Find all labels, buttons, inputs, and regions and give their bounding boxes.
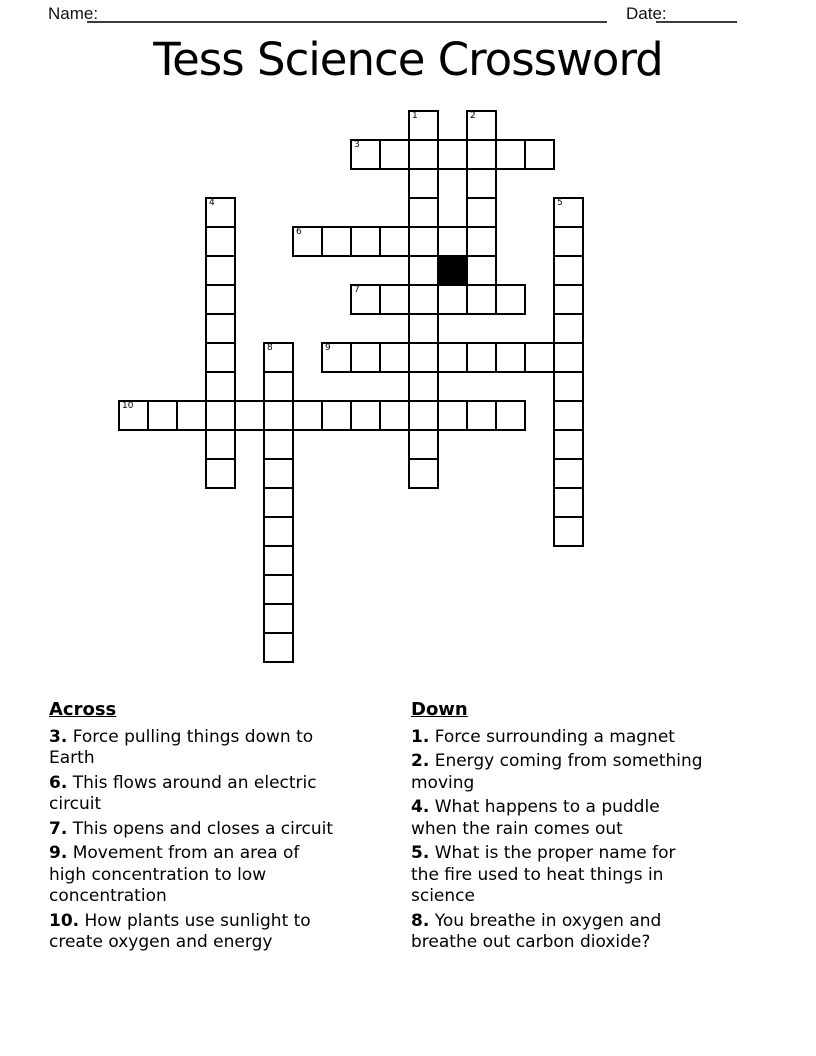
grid-cell[interactable] [408, 226, 439, 257]
grid-cell[interactable] [263, 545, 294, 576]
across-clues-list [49, 727, 405, 954]
grid-cell[interactable] [466, 197, 497, 228]
grid-cell[interactable] [408, 458, 439, 489]
grid-cell[interactable] [524, 139, 555, 170]
grid-cell[interactable] [466, 342, 497, 373]
grid-cell[interactable] [553, 284, 584, 315]
grid-cell[interactable] [234, 400, 265, 431]
grid-cell[interactable] [350, 139, 381, 170]
grid-cell[interactable] [350, 226, 381, 257]
clue-number: 5. [411, 843, 430, 863]
cell-number: 3 [354, 140, 360, 150]
down-clues-list [411, 727, 781, 954]
cell-number: 5 [557, 198, 563, 208]
grid-cell[interactable] [205, 429, 236, 460]
grid-cell[interactable] [553, 342, 584, 373]
clue-number: 3. [49, 726, 68, 747]
grid-cell[interactable] [495, 284, 526, 315]
grid-cell[interactable] [437, 400, 468, 431]
cell-number: 6 [296, 227, 302, 237]
grid-cell[interactable] [263, 632, 294, 663]
grid-cell[interactable] [321, 342, 352, 373]
grid-cell[interactable] [379, 342, 410, 373]
grid-cell[interactable] [205, 226, 236, 257]
grid-cell[interactable] [553, 516, 584, 547]
name-label: Name: [48, 4, 99, 23]
grid-cell[interactable] [118, 400, 149, 431]
grid-cell[interactable] [263, 342, 294, 373]
clue-number: 9. [49, 843, 68, 863]
grid-cell[interactable] [263, 603, 294, 634]
black-cell [437, 255, 468, 286]
grid-cell[interactable] [205, 197, 236, 228]
clue-number: 4. [411, 797, 430, 817]
grid-cell[interactable] [466, 284, 497, 315]
clue-number: 2. [411, 751, 430, 771]
grid-cell[interactable] [292, 400, 323, 431]
across-clues-column [49, 699, 405, 957]
clue-number: 7. [49, 818, 68, 839]
grid-cell[interactable] [466, 400, 497, 431]
cell-number: 7 [354, 285, 360, 295]
down-clues-column [411, 699, 781, 957]
grid-cell[interactable] [408, 429, 439, 460]
grid-cell[interactable] [379, 400, 410, 431]
grid-cell[interactable] [466, 255, 497, 286]
grid-cell[interactable] [205, 313, 236, 344]
grid-cell[interactable] [408, 371, 439, 402]
grid-cell[interactable] [466, 226, 497, 257]
grid-cell[interactable] [205, 284, 236, 315]
grid-cell[interactable] [553, 371, 584, 402]
grid-cell[interactable] [408, 284, 439, 315]
down-heading: Down [411, 699, 468, 720]
grid-cell[interactable] [408, 400, 439, 431]
clue-item: 8. You breathe in oxygen and breathe out carbon dioxide? [411, 910, 662, 952]
cell-number: 1 [412, 111, 418, 121]
clue-item: 7. This opens and closes a circuit [49, 818, 333, 839]
grid-cell[interactable] [437, 342, 468, 373]
grid-cell[interactable] [205, 371, 236, 402]
across-heading: Across [49, 699, 117, 720]
date-label: Date: [626, 4, 667, 23]
cell-number: 9 [325, 343, 331, 353]
grid-cell[interactable] [408, 110, 439, 141]
grid-cell[interactable] [553, 226, 584, 257]
clue-number: 1. [411, 726, 430, 747]
grid-cell[interactable] [553, 255, 584, 286]
clue-item: 10. How plants use sunlight to create oxygen and energy [49, 910, 311, 952]
clue-item: 4. What happens to a puddle when the rain comes out [411, 797, 660, 839]
grid-cell[interactable] [553, 197, 584, 228]
grid-cell[interactable] [263, 487, 294, 518]
grid-cell[interactable] [524, 342, 555, 373]
grid-cell[interactable] [495, 400, 526, 431]
grid-cell[interactable] [263, 458, 294, 489]
clue-item: 6. This flows around an electric circuit [49, 772, 317, 814]
grid-cell[interactable] [553, 429, 584, 460]
grid-cell[interactable] [408, 342, 439, 373]
grid-cell[interactable] [321, 226, 352, 257]
grid-cell[interactable] [495, 139, 526, 170]
grid-cell[interactable] [379, 226, 410, 257]
grid-cell[interactable] [263, 516, 294, 547]
grid-cell[interactable] [205, 342, 236, 373]
grid-cell[interactable] [205, 458, 236, 489]
grid-cell[interactable] [408, 313, 439, 344]
cell-number: 2 [470, 111, 476, 121]
grid-cell[interactable] [205, 255, 236, 286]
grid-cell[interactable] [263, 574, 294, 605]
grid-cell[interactable] [292, 226, 323, 257]
grid-cell[interactable] [437, 139, 468, 170]
grid-cell[interactable] [350, 400, 381, 431]
grid-cell[interactable] [350, 342, 381, 373]
clue-number: 8. [411, 910, 430, 931]
grid-cell[interactable] [379, 284, 410, 315]
clue-number: 6. [49, 772, 68, 793]
cell-number: 4 [209, 198, 215, 208]
clue-number: 10. [49, 910, 80, 931]
grid-cell[interactable] [553, 313, 584, 344]
grid-cell[interactable] [466, 110, 497, 141]
grid-cell[interactable] [263, 400, 294, 431]
grid-cell[interactable] [553, 458, 584, 489]
grid-cell[interactable] [176, 400, 207, 431]
grid-cell[interactable] [321, 400, 352, 431]
grid-cell[interactable] [466, 139, 497, 170]
grid-cell[interactable] [553, 400, 584, 431]
grid-cell[interactable] [408, 255, 439, 286]
grid-cell[interactable] [466, 168, 497, 199]
grid-cell[interactable] [350, 284, 381, 315]
grid-cell[interactable] [437, 284, 468, 315]
grid-cell[interactable] [408, 139, 439, 170]
grid-cell[interactable] [263, 429, 294, 460]
grid-cell[interactable] [263, 371, 294, 402]
grid-cell[interactable] [205, 400, 236, 431]
grid-cell[interactable] [553, 487, 584, 518]
clue-item: 3. Force pulling things down to Earth [49, 726, 314, 768]
clue-item: 9. Movement from an area of high concentration to low concentration [49, 843, 300, 906]
grid-cell[interactable] [495, 342, 526, 373]
page-title: Tess Science Crossword [153, 33, 663, 86]
grid-cell[interactable] [437, 226, 468, 257]
grid-cell[interactable] [147, 400, 178, 431]
grid-cell[interactable] [408, 197, 439, 228]
grid-cell[interactable] [408, 168, 439, 199]
cell-number: 8 [267, 343, 273, 353]
clue-item: 2. Energy coming from something moving [411, 751, 703, 793]
clue-item: 1. Force surrounding a magnet [411, 726, 675, 747]
grid-cell[interactable] [379, 139, 410, 170]
clue-item: 5. What is the proper name for the fire used to heat things in science [411, 843, 676, 906]
cell-number: 10 [122, 401, 134, 411]
